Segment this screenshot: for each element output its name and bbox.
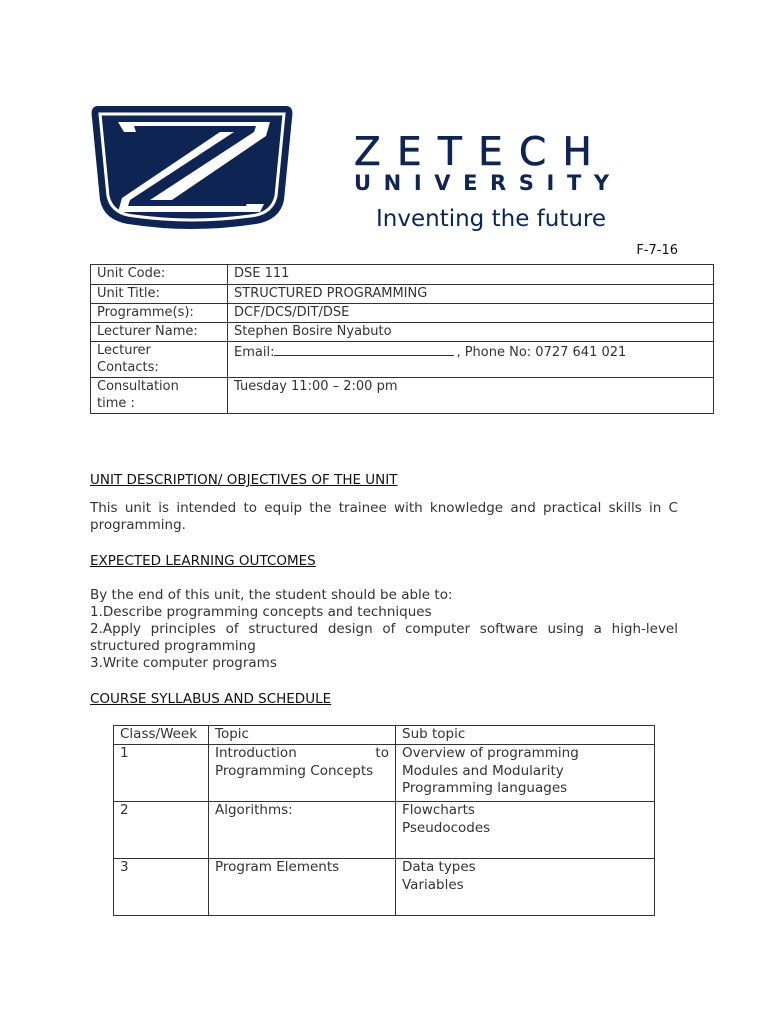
learning-outcomes-heading: EXPECTED LEARNING OUTCOMES: [90, 553, 316, 569]
topic-line: Programming Concepts: [215, 762, 374, 779]
consultation-label-line1: Consultation: [97, 379, 179, 394]
outcome-item-continued: structured programming: [90, 638, 256, 654]
table-row: [114, 859, 655, 916]
week-cell: 3: [114, 859, 209, 916]
topic-cell: [209, 745, 396, 802]
consultation-value: Tuesday 11:00 – 2:00 pm: [228, 378, 714, 414]
contacts-label-line2: Contacts:: [97, 360, 159, 375]
week-cell: 1: [114, 745, 209, 802]
subtopic-item: Variables: [402, 876, 464, 893]
outcomes-intro: By the end of this unit, the student should be able to:: [90, 587, 453, 603]
course-syllabus-heading: COURSE SYLLABUS AND SCHEDULE: [90, 691, 332, 707]
topic-cell: Program Elements: [209, 859, 396, 916]
table-row: [91, 323, 714, 342]
syllabus-table: [113, 725, 655, 916]
learning-outcomes-text: [90, 587, 678, 672]
lecturer-name-value: Stephen Bosire Nyabuto: [228, 323, 714, 342]
topic-cell: Algorithms:: [209, 802, 396, 859]
subtopic-cell: [396, 745, 655, 802]
unit-title-value: STRUCTURED PROGRAMMING: [228, 285, 714, 304]
email-blank-line: [274, 342, 454, 356]
programmes-value: DCF/DCS/DIT/DSE: [228, 304, 714, 323]
subtopic-item: Modules and Modularity: [402, 762, 564, 779]
unit-description-text: [90, 500, 678, 534]
description-line: This unit is intended to equip the trainee with knowledge and practical skills in C: [90, 500, 678, 516]
unit-code-label: Unit Code:: [91, 265, 228, 285]
brand-name: ZETECH: [354, 130, 609, 175]
table-row: [91, 285, 714, 304]
table-row: [91, 304, 714, 323]
consultation-label-line2: time :: [97, 396, 135, 411]
subtopic-item: Flowcharts: [402, 802, 475, 818]
lecturer-contacts-value: [228, 342, 714, 378]
topic-line: Introduction to: [215, 745, 389, 761]
lecturer-contacts-label: [91, 342, 228, 378]
outcome-item: 2.Apply principles of structured design of computer software using a high-level: [90, 621, 678, 637]
subtopic-item: Data types: [402, 859, 476, 875]
table-row: [91, 378, 714, 414]
programmes-label: Programme(s):: [91, 304, 228, 323]
table-header-row: [114, 726, 655, 745]
week-cell: 2: [114, 802, 209, 859]
unit-info-table: [90, 264, 714, 414]
contacts-label-line1: Lecturer: [97, 343, 151, 358]
subtopic-item: Overview of programming: [402, 745, 579, 761]
phone-value: , Phone No: 0727 641 021: [456, 345, 627, 360]
table-row: [114, 745, 655, 802]
consultation-label: [91, 378, 228, 414]
header-sub-topic: Sub topic: [396, 726, 655, 745]
header-topic: Topic: [209, 726, 396, 745]
unit-code-value: DSE 111: [228, 265, 714, 285]
brand-tagline: Inventing the future: [376, 206, 607, 232]
university-logo-emblem: [88, 92, 296, 232]
outcome-item: 3.Write computer programs: [90, 655, 277, 671]
unit-description-heading: UNIT DESCRIPTION/ OBJECTIVES OF THE UNIT: [90, 472, 398, 488]
brand-subtitle: UNIVERSITY: [354, 171, 622, 195]
description-line: programming.: [90, 517, 186, 533]
subtopic-item: Programming languages: [402, 780, 568, 796]
z-shield-icon: [88, 92, 296, 232]
header-class-week: Class/Week: [114, 726, 209, 745]
email-label: Email:: [234, 345, 275, 360]
subtopic-cell: [396, 802, 655, 859]
unit-title-label: Unit Title:: [91, 285, 228, 304]
lecturer-name-label: Lecturer Name:: [91, 323, 228, 342]
subtopic-item: Pseudocodes: [402, 819, 491, 836]
table-row: [91, 265, 714, 285]
outcome-item: 1.Describe programming concepts and techniques: [90, 604, 432, 620]
table-row: [114, 802, 655, 859]
subtopic-cell: [396, 859, 655, 916]
table-row: [91, 342, 714, 378]
form-code: F-7-16: [636, 243, 678, 258]
